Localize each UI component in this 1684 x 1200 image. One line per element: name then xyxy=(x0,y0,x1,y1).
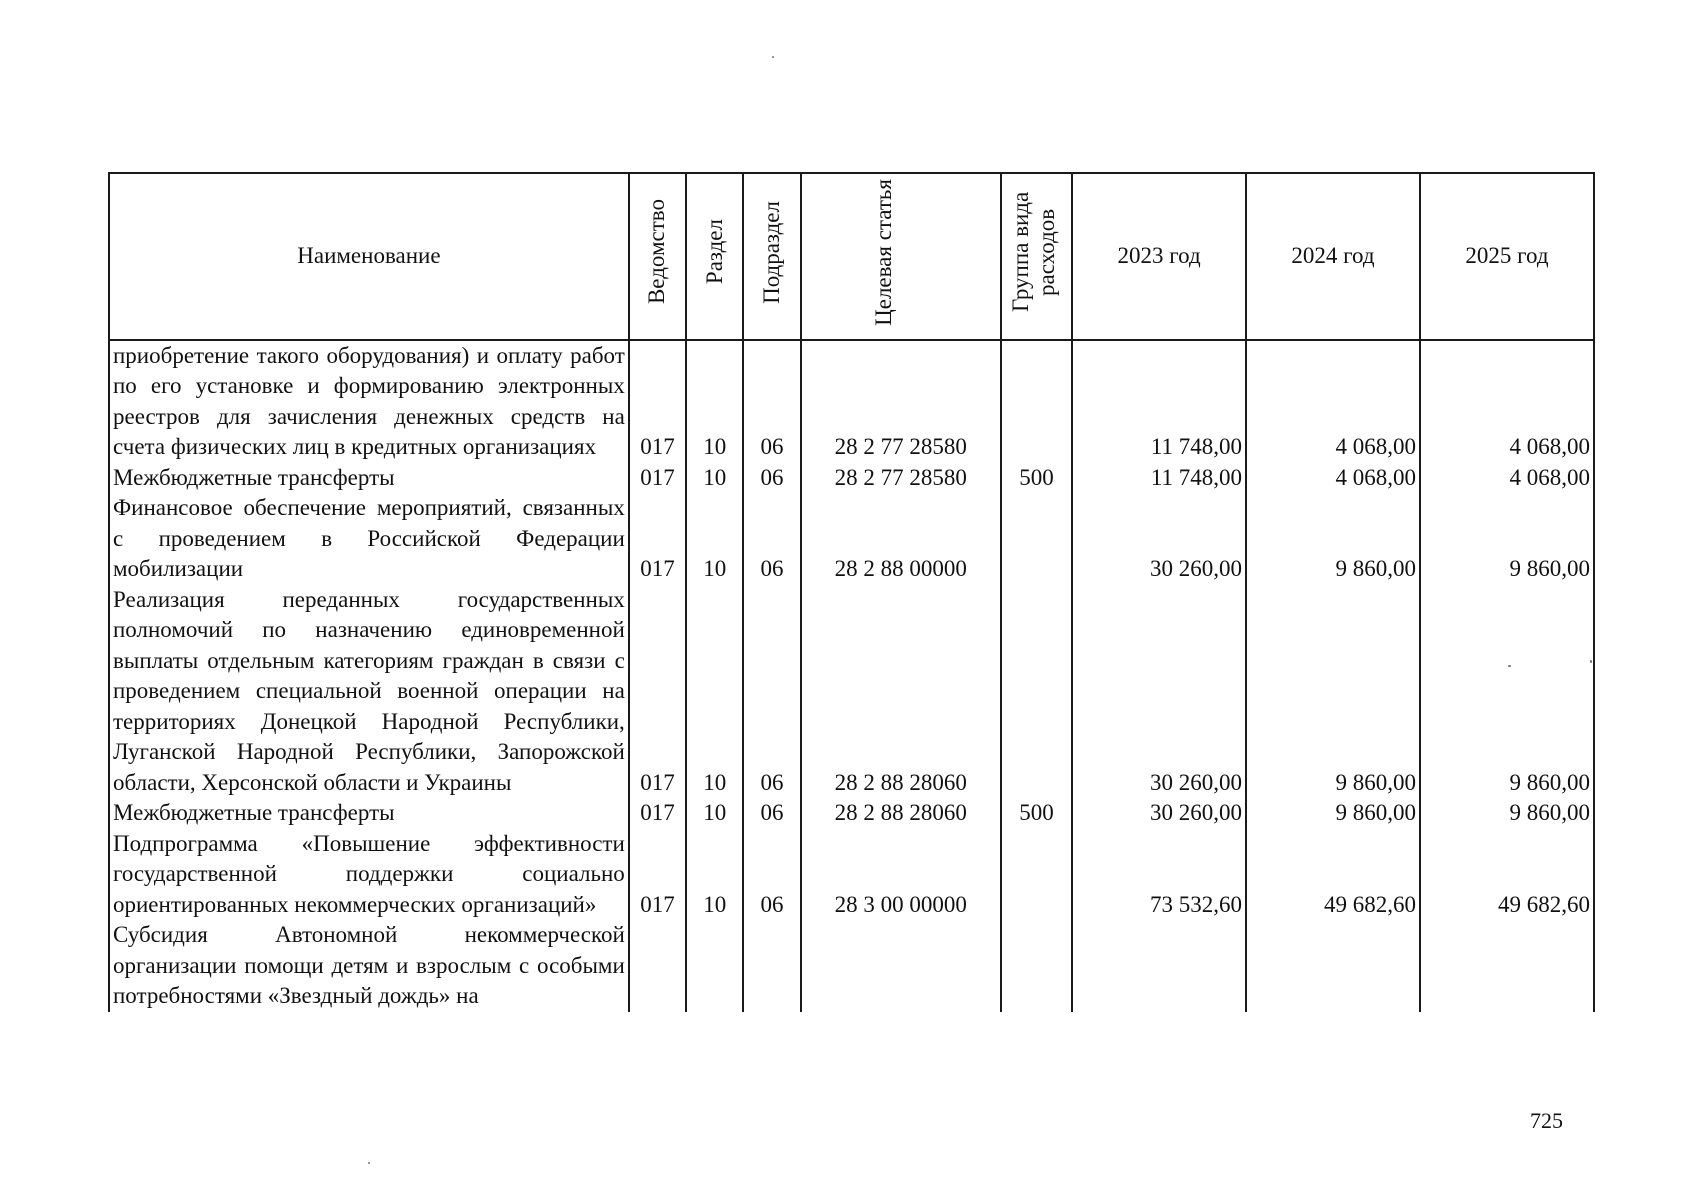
row-vedomstvo: 017 xyxy=(629,798,686,829)
row-amount-2024: 49 682,60 xyxy=(1246,829,1420,921)
row-podrazdel: 06 xyxy=(743,829,800,921)
row-celevaya-statya: 28 2 77 28580 xyxy=(801,340,1001,463)
row-amount-2025: 9 860,00 xyxy=(1420,798,1594,829)
header-celevaya-statya-label: Целевая статья xyxy=(870,178,896,326)
row-amount-2023: 30 260,00 xyxy=(1072,585,1246,799)
scan-speck xyxy=(772,56,774,58)
row-podrazdel xyxy=(743,920,800,1012)
header-year-2023-label: 2023 год xyxy=(1117,243,1201,268)
row-name: Подпрограмма «Повышение эффективности государственной поддержки социально ориентированных некоммерческих организаций» xyxy=(109,829,629,921)
scan-speck xyxy=(1590,660,1592,663)
row-amount-2025 xyxy=(1420,920,1594,1012)
header-name-label: Наименование xyxy=(297,243,441,268)
row-amount-2025: 4 068,00 xyxy=(1420,340,1594,463)
row-podrazdel: 06 xyxy=(743,585,800,799)
row-podrazdel: 06 xyxy=(743,463,800,494)
row-name: Межбюджетные трансферты xyxy=(109,463,629,494)
header-vedomstvo xyxy=(629,173,686,340)
row-amount-2025: 9 860,00 xyxy=(1420,493,1594,585)
scan-speck xyxy=(368,1162,370,1164)
row-gruppa: 500 xyxy=(1001,463,1072,494)
row-gruppa xyxy=(1001,920,1072,1012)
row-podrazdel: 06 xyxy=(743,340,800,463)
header-celevaya-statya xyxy=(801,173,1001,340)
table-row xyxy=(109,463,1594,494)
row-vedomstvo: 017 xyxy=(629,585,686,799)
row-amount-2025: 4 068,00 xyxy=(1420,463,1594,494)
header-vedomstvo-label: Ведомство xyxy=(644,199,670,305)
row-amount-2023: 30 260,00 xyxy=(1072,493,1246,585)
row-amount-2023: 30 260,00 xyxy=(1072,798,1246,829)
header-gruppa-vida-rashodov xyxy=(1001,173,1072,340)
budget-table xyxy=(108,172,1595,1012)
header-year-2024-label: 2024 год xyxy=(1291,243,1375,268)
row-name: приобретение такого оборудования) и оплату работ по его установке и формированию электронных реестров для зачисления денежных средств на счета физических лиц в кредитных организациях xyxy=(109,340,629,463)
row-vedomstvo: 017 xyxy=(629,340,686,463)
row-podrazdel: 06 xyxy=(743,493,800,585)
row-amount-2024: 4 068,00 xyxy=(1246,340,1420,463)
row-vedomstvo: 017 xyxy=(629,463,686,494)
row-name: Межбюджетные трансферты xyxy=(109,798,629,829)
row-amount-2025: 9 860,00 xyxy=(1420,585,1594,799)
row-amount-2024: 9 860,00 xyxy=(1246,493,1420,585)
row-vedomstvo: 017 xyxy=(629,829,686,921)
row-gruppa xyxy=(1001,829,1072,921)
row-razdel: 10 xyxy=(686,585,743,799)
row-podrazdel: 06 xyxy=(743,798,800,829)
row-name: Субсидия Автономной некоммерческой организации помощи детям и взрослым с особыми потребностями «Звездный дождь» на xyxy=(109,920,629,1012)
row-amount-2023: 11 748,00 xyxy=(1072,340,1246,463)
row-razdel xyxy=(686,920,743,1012)
row-gruppa xyxy=(1001,585,1072,799)
row-razdel: 10 xyxy=(686,340,743,463)
header-year-2024 xyxy=(1246,173,1420,340)
row-celevaya-statya xyxy=(801,920,1001,1012)
row-celevaya-statya: 28 3 00 00000 xyxy=(801,829,1001,921)
row-name: Финансовое обеспечение мероприятий, связанных с проведением в Российской Федерации мобилизации xyxy=(109,493,629,585)
table-header xyxy=(109,173,1594,340)
header-razdel xyxy=(686,173,743,340)
row-celevaya-statya: 28 2 77 28580 xyxy=(801,463,1001,494)
row-celevaya-statya: 28 2 88 28060 xyxy=(801,798,1001,829)
header-name xyxy=(109,173,629,340)
row-vedomstvo: 017 xyxy=(629,493,686,585)
table-row xyxy=(109,340,1594,463)
row-amount-2025: 49 682,60 xyxy=(1420,829,1594,921)
row-amount-2023: 73 532,60 xyxy=(1072,829,1246,921)
row-amount-2024 xyxy=(1246,920,1420,1012)
table-body xyxy=(109,340,1594,1013)
header-row xyxy=(109,173,1594,340)
row-gruppa: 500 xyxy=(1001,798,1072,829)
table-row xyxy=(109,920,1594,1012)
header-podrazdel-label: Подраздел xyxy=(759,200,785,304)
row-razdel: 10 xyxy=(686,463,743,494)
row-amount-2023 xyxy=(1072,920,1246,1012)
header-year-2023 xyxy=(1072,173,1246,340)
header-year-2025-label: 2025 год xyxy=(1465,243,1549,268)
row-name: Реализация переданных государственных полномочий по назначению единовременной выплаты отдельным категориям граждан в связи с проведением специальной военной операции на территориях Донецкой Народной Республики, Луганской Народной Республики, Запорожской области, Херсонской области и Украины xyxy=(109,585,629,799)
row-razdel: 10 xyxy=(686,798,743,829)
header-razdel-label: Раздел xyxy=(701,219,727,285)
header-podrazdel xyxy=(743,173,800,340)
row-amount-2024: 9 860,00 xyxy=(1246,798,1420,829)
row-celevaya-statya: 28 2 88 28060 xyxy=(801,585,1001,799)
row-amount-2024: 9 860,00 xyxy=(1246,585,1420,799)
table-row xyxy=(109,798,1594,829)
row-celevaya-statya: 28 2 88 00000 xyxy=(801,493,1001,585)
row-amount-2023: 11 748,00 xyxy=(1072,463,1246,494)
table-row xyxy=(109,585,1594,799)
table-row xyxy=(109,829,1594,921)
page-number: 725 xyxy=(1530,1108,1563,1133)
scan-speck xyxy=(1508,665,1511,667)
row-gruppa xyxy=(1001,340,1072,463)
row-vedomstvo xyxy=(629,920,686,1012)
row-razdel: 10 xyxy=(686,493,743,585)
row-razdel: 10 xyxy=(686,829,743,921)
row-gruppa xyxy=(1001,493,1072,585)
header-gruppa-label: Группа вида расходов xyxy=(1008,191,1060,313)
header-year-2025 xyxy=(1420,173,1594,340)
table-row xyxy=(109,493,1594,585)
row-amount-2024: 4 068,00 xyxy=(1246,463,1420,494)
